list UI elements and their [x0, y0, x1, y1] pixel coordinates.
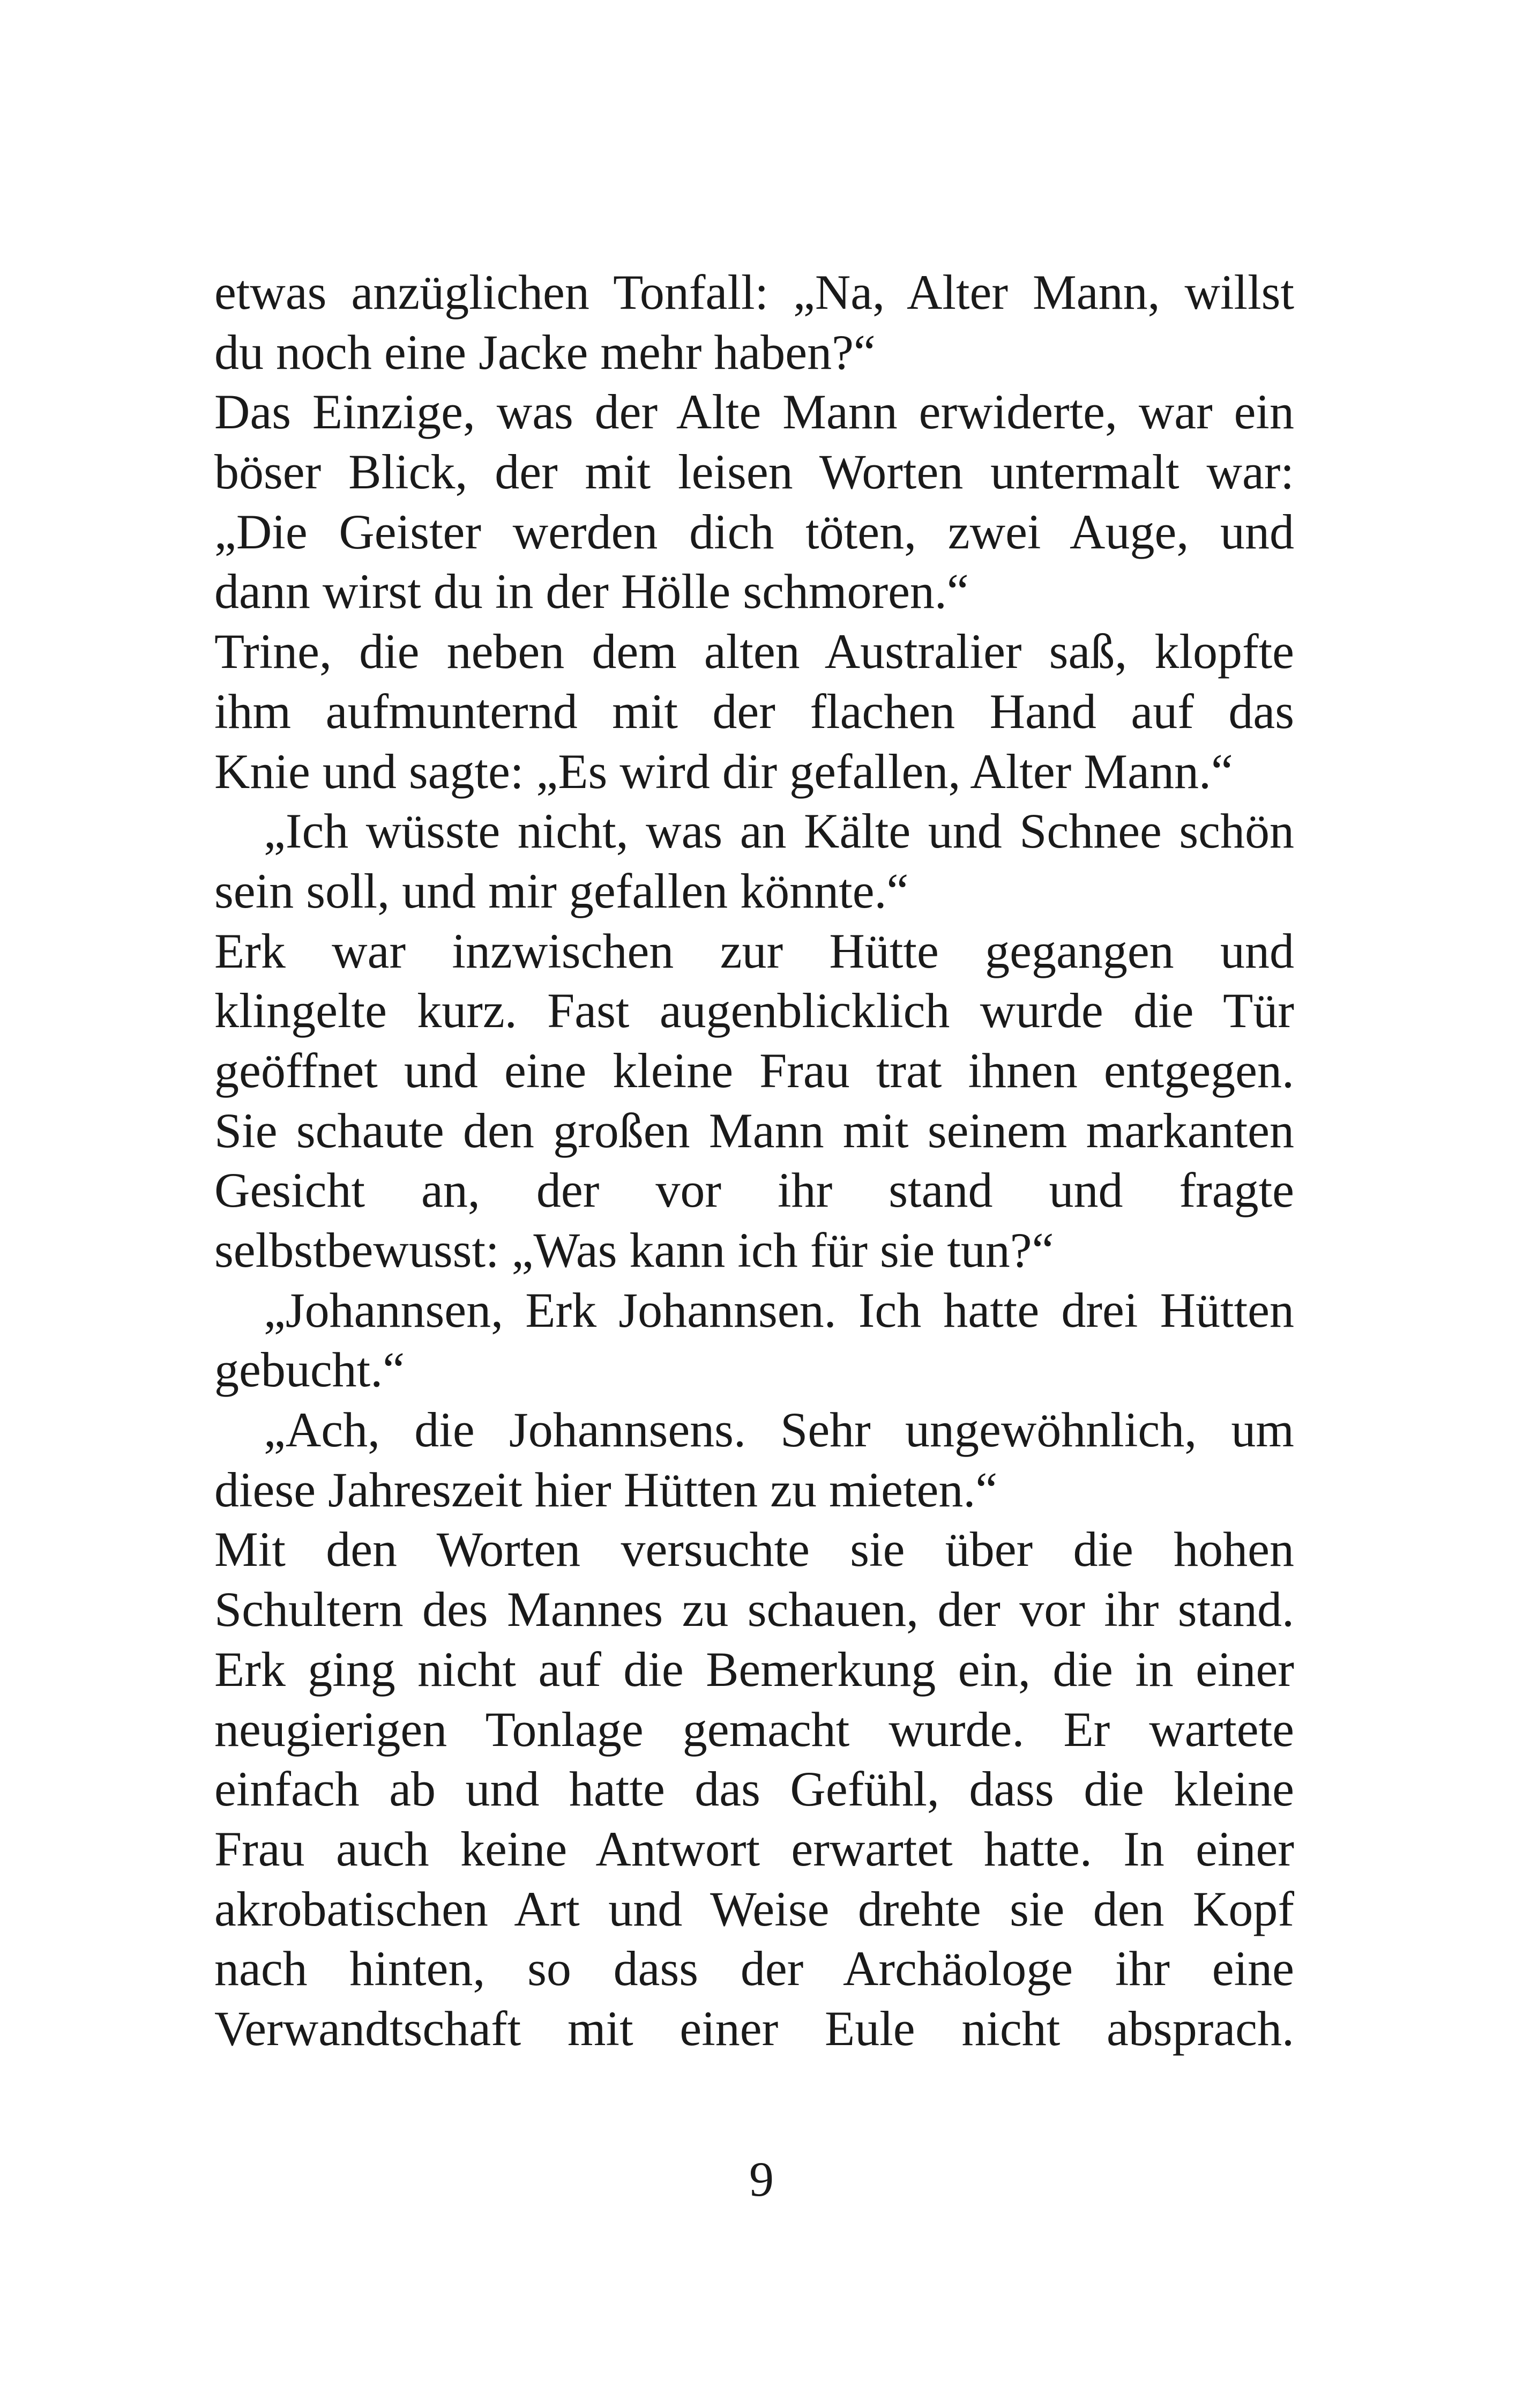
text-line: Erk ging nicht auf die Bemerkung ein, die in einer [214, 1641, 1294, 1697]
page-number: 9 [749, 2152, 774, 2206]
text-line: etwas anzüglichen Tonfall: „Na, Alter Mann, willst [214, 265, 1294, 319]
text-line: Verwandtschaft mit einer Eule nicht absprach. [214, 2001, 1294, 2056]
text-line: Gesicht an, der vor ihr stand und fragte [214, 1163, 1294, 1218]
text-line: Knie und sagte: „Es wird dir gefallen, Alter Mann.“ [214, 744, 1233, 799]
text-line: geöffnet und eine kleine Frau trat ihnen entgegen. [214, 1043, 1294, 1098]
text-line: Erk war inzwischen zur Hütte gegangen und [214, 923, 1294, 978]
text-line: diese Jahreszeit hier Hütten zu mieten.“ [214, 1462, 998, 1517]
text-line: „Ich wüsste nicht, was an Kälte und Schnee schön [264, 804, 1294, 859]
text-line: „Johannsen, Erk Johannsen. Ich hatte drei Hütten [264, 1282, 1294, 1337]
text-line: Trine, die neben dem alten Australier saß, klopfte [214, 624, 1294, 679]
text-line: nach hinten, so dass der Archäologe ihr eine [214, 1941, 1294, 1996]
text-line: klingelte kurz. Fast augenblicklich wurde die Tür [214, 983, 1294, 1038]
text-line: Frau auch keine Antwort erwartet hatte. In einer [214, 1821, 1294, 1876]
text-line: einfach ab und hatte das Gefühl, dass die kleine [214, 1762, 1294, 1817]
text-line: Sie schaute den großen Mann mit seinem markanten [214, 1103, 1294, 1158]
text-line: „Ach, die Johannsens. Sehr ungewöhnlich, um [264, 1402, 1294, 1458]
text-line: Das Einzige, was der Alte Mann erwiderte, war ein [214, 384, 1294, 440]
text-line: ihm aufmunternd mit der flachen Hand auf das [214, 683, 1294, 739]
text-line: selbstbewusst: „Was kann ich für sie tun?“ [214, 1223, 1054, 1277]
text-line: neugierigen Tonlage gemacht wurde. Er wartete [214, 1701, 1294, 1757]
text-line: Mit den Worten versuchte sie über die hohen [214, 1522, 1294, 1577]
text-line: böser Blick, der mit leisen Worten untermalt war: [214, 444, 1294, 500]
body-text [214, 263, 1294, 2059]
text-line: akrobatischen Art und Weise drehte sie den Kopf [214, 1881, 1294, 1936]
text-line: du noch eine Jacke mehr haben?“ [214, 324, 876, 380]
text-line: „Die Geister werden dich töten, zwei Auge, und [214, 504, 1294, 559]
text-line: dann wirst du in der Hölle schmoren.“ [214, 564, 969, 619]
text-line: gebucht.“ [214, 1342, 405, 1398]
text-line: sein soll, und mir gefallen könnte.“ [214, 863, 909, 918]
text-line: Schultern des Mannes zu schauen, der vor ihr stand. [214, 1582, 1294, 1637]
